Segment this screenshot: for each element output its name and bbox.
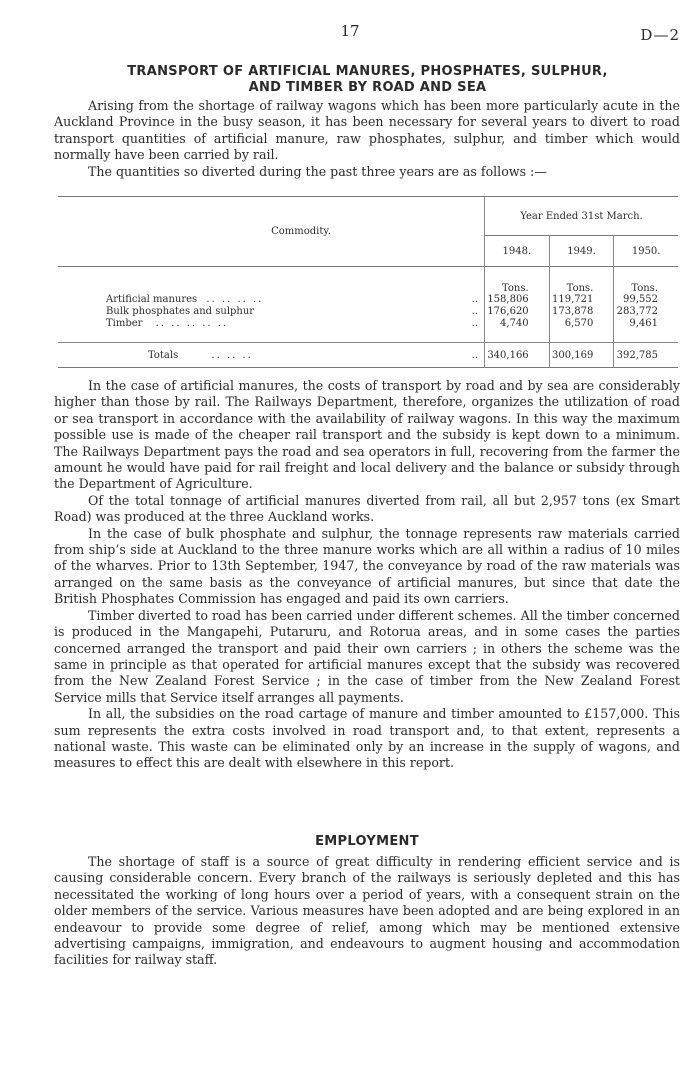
commodity-name bbox=[58, 318, 458, 330]
table-spacer bbox=[58, 267, 458, 295]
total-1950: 392,785 bbox=[614, 343, 678, 368]
value-1948: 158,806 bbox=[485, 294, 550, 306]
transport-heading-line-2: AND TIMBER BY ROAD AND SEA bbox=[248, 80, 487, 95]
table-spacer bbox=[614, 330, 678, 343]
transport-body-text bbox=[54, 378, 680, 772]
table-row bbox=[58, 318, 678, 330]
commodity-header bbox=[58, 197, 485, 267]
intro-paragraph-2: The quantities so diverted during the past three years are as follows :— bbox=[88, 163, 547, 179]
body-paragraph-3: In the case of bulk phosphate and sulphur, the tonnage represents raw materials carried from ship’s side at Auckland to the three manure works which are all within a radius of 10 miles of the wharves. Prior to 13th September, 1947, the conveyance by road of the raw materials was arranged on the same basis as the conveyance of artificial manures, but since that date the British Phosphates Commission has engaged and paid its own carriers. bbox=[54, 525, 680, 607]
employment-text bbox=[54, 854, 680, 969]
intro-paragraph-1: Arising from the shortage of railway wagons which has been more particularly acute in the Auckland Province in the busy season, it has been necessary for several years to divert to road transport quantities of artificial manure, raw phosphates, sulphur, and timber which would normally have been carried by rail. bbox=[54, 98, 680, 163]
leader-dots: .. .. .. .. bbox=[206, 294, 264, 305]
value-1949: 173,878 bbox=[549, 306, 614, 318]
commodity-name bbox=[58, 306, 458, 318]
value-1948: 4,740 bbox=[485, 318, 550, 330]
transport-heading-line-1: TRANSPORT OF ARTIFICIAL MANURES, PHOSPHATES, SULPHUR, bbox=[127, 64, 608, 79]
employment-heading: EMPLOYMENT bbox=[315, 834, 419, 849]
body-paragraph-4: Timber diverted to road has been carried under different schemes. All the timber concerned is produced in the Mangapehi, Putaruru, and Rotorua areas, and in some cases the parties concerned arranged the transport and paid their own carriers ; in others the scheme was the same in principle as that operated for artificial manures except that the subsidy was recovered from the New Zealand Forest Service ; in the case of timber from the New Zealand Forest Service mills that Service itself arranges all payments. bbox=[54, 607, 680, 705]
unit-label-1949: Tons. bbox=[549, 267, 614, 295]
page-number: 17 bbox=[340, 22, 360, 40]
transport-heading bbox=[60, 64, 675, 96]
leader-dots: .. .. .. .. .. bbox=[155, 318, 229, 329]
value-1950: 283,772 bbox=[616, 306, 658, 317]
year-header-1949: 1949. bbox=[549, 236, 614, 267]
totals-label bbox=[58, 343, 458, 368]
value-1948: 176,620 bbox=[485, 306, 550, 318]
total-1949: 300,169 bbox=[549, 343, 614, 368]
value-1950: 9,461 bbox=[629, 318, 658, 329]
row-dots: .. bbox=[458, 318, 485, 330]
document-reference: D—2 bbox=[640, 26, 680, 44]
body-paragraph-5: In all, the subsidies on the road cartage of manure and timber amounted to £157,000. This sum represents the extra costs involved in road transport and, to that extent, represents a national waste. This waste can be eliminated only by an increase in the supply of wagons, and measures to effect this are dealt with elsewhere in this report. bbox=[54, 706, 680, 771]
commodity-label: Artificial manures bbox=[106, 294, 198, 305]
row-dots: .. bbox=[458, 306, 485, 318]
employment-paragraph: The shortage of staff is a source of great difficulty in rendering efficient service and is causing considerable concern. Every branch of the railways is seriously depleted and this has necessitated the working of long hours over a period of years, with a consequent strain on the older members of the service. Various measures have been adopted and are being explored in an endeavour to provide some degree of relief, among which may be mentioned extensive advertising campaigns, immigration, and endeavours to augment housing and accommodation facilities for railway staff. bbox=[54, 854, 680, 968]
quantities-table bbox=[58, 196, 678, 368]
commodity-label: Bulk phosphates and sulphur bbox=[106, 306, 255, 317]
body-paragraph-1: In the case of artificial manures, the costs of transport by road and by sea are considerably higher than those by rail. The Railways Department, therefore, organizes the utilization of road or sea transport in accordance with the availability of railway wagons. In this way the maximum possible use is made of the cheaper rail transport and the subsidy is kept down to a minimum. The Railways Department pays the road and sea operators in full, recovering from the farmer the amount he would have paid for rail freight and local delivery and the balance or subsidy through the Department of Agriculture. bbox=[54, 378, 680, 492]
value-1950: 99,552 bbox=[623, 294, 658, 305]
value-1949: 119,721 bbox=[549, 294, 614, 306]
totals-label-text: Totals bbox=[148, 349, 179, 361]
table-spacer bbox=[485, 330, 550, 343]
value-1949: 6,570 bbox=[549, 318, 614, 330]
period-header: Year Ended 31st March. bbox=[520, 210, 643, 222]
table-spacer bbox=[549, 330, 614, 343]
commodity-header-text: Commodity. bbox=[271, 226, 331, 237]
totals-row bbox=[58, 343, 678, 368]
row-dots: .. bbox=[458, 294, 485, 306]
commodity-name bbox=[58, 294, 458, 306]
commodity-label: Timber bbox=[106, 318, 143, 329]
total-1948: 340,166 bbox=[485, 343, 550, 368]
table-row bbox=[58, 306, 678, 318]
body-paragraph-2: Of the total tonnage of artificial manures diverted from rail, all but 2,957 tons (ex Smart Road) was produced at the three Auckland works. bbox=[54, 492, 680, 525]
table-spacer bbox=[458, 267, 485, 295]
unit-label-1950: Tons. bbox=[631, 283, 658, 294]
row-dots: .. bbox=[458, 343, 485, 368]
leader-dots: .. .. .. bbox=[211, 349, 253, 361]
intro-text bbox=[54, 98, 680, 180]
year-header-1950: 1950. bbox=[614, 236, 678, 267]
year-header-1948: 1948. bbox=[485, 236, 550, 267]
table-spacer bbox=[58, 330, 485, 343]
unit-label-1948: Tons. bbox=[485, 267, 550, 295]
table-row bbox=[58, 294, 678, 306]
